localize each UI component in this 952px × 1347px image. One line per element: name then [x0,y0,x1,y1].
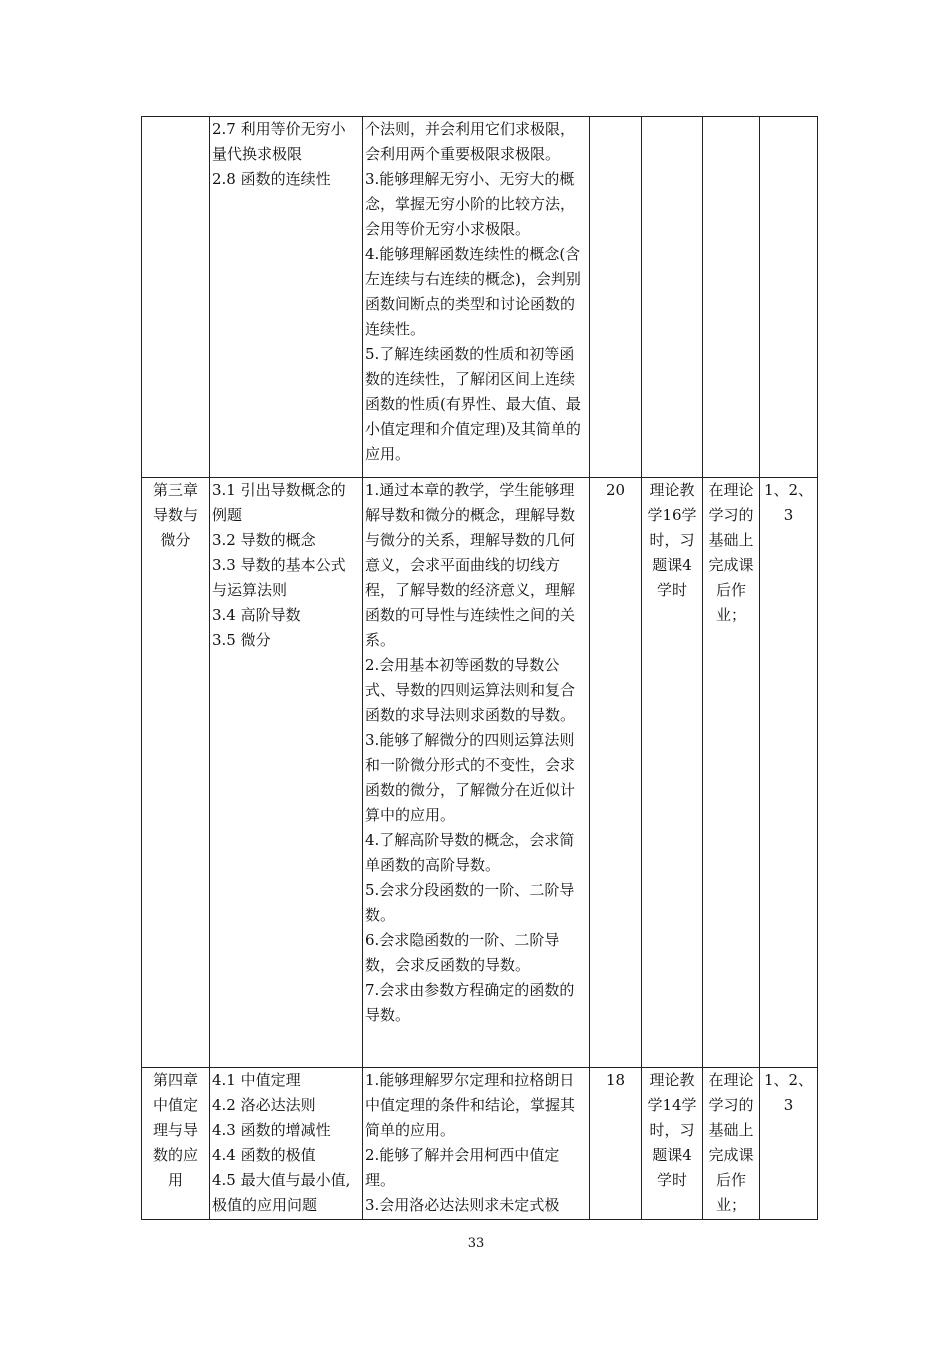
objectives-cell: 1、2、3 [760,1068,818,1220]
goals-cell: 1.通过本章的教学，学生能够理解导数和微分的概念，理解导数与微分的关系，理解导数的几何意义，会求平面曲线的切线方程，了解导数的经济意义，理解函数的可导性与连续性之间的关系。 2.会用基本初等函数的导数公式、导数的四则运算法则和复合函数的求导法则求函数的导数。 3.能够了解微分的四则运算法则和一阶微分形式的不变性，会求函数的微分，了解微分在近似计算中的应用。 4.了解高阶导数的概念，会求简单函数的高阶导数。 5.会求分段函数的一阶、二阶导数。 6.会求隐函数的一阶、二阶导数，会求反函数的导数。 7.会求由参数方程确定的函数的导数。 [363,478,590,1068]
chapter-cell: 第四章 中值定 理与导 数的应 用 [142,1068,210,1220]
hours-cell [590,117,642,478]
table-row [142,1068,818,1220]
topics-cell: 2.7 利用等价无穷小量代换求极限 2.8 函数的连续性 [210,117,363,478]
homework-cell: 在理论 学习的 基础上 完成课 后作 业； [703,478,760,1068]
chapter-cell: 第三章 导数与 微分 [142,478,210,1068]
table-row [142,117,818,478]
chapter-cell [142,117,210,478]
topics-cell: 3.1 引出导数概念的例题 3.2 导数的概念 3.3 导数的基本公式与运算法则 3.4 高阶导数 3.5 微分 [210,478,363,1068]
method-cell: 理论教 学14学 时，习 题课4 学时 [642,1068,703,1220]
table-row [142,478,818,1068]
goals-cell: 1.能够理解罗尔定理和拉格朗日中值定理的条件和结论，掌握其简单的应用。 2.能够了解并会用柯西中值定理。 3.会用洛必达法则求未定式极 [363,1068,590,1220]
homework-cell: 在理论 学习的 基础上 完成课 后作 业； [703,1068,760,1220]
hours-cell: 20 [590,478,642,1068]
method-cell [642,117,703,478]
homework-cell [703,117,760,478]
topics-cell: 4.1 中值定理 4.2 洛必达法则 4.3 函数的增减性 4.4 函数的极值 4.5 最大值与最小值,极值的应用问题 [210,1068,363,1220]
hours-cell: 18 [590,1068,642,1220]
page-number: 33 [467,1236,485,1251]
goals-cell: 个法则，并会利用它们求极限，会利用两个重要极限求极限。 3.能够理解无穷小、无穷大的概念，掌握无穷小阶的比较方法，会用等价无穷小求极限。 4.能够理解函数连续性的概念(含左连续与右连续的概念)，会判别函数间断点的类型和讨论函数的连续性。 5.了解连续函数的性质和初等函数的连续性，了解闭区间上连续函数的性质(有界性、最大值、最小值定理和介值定理)及其简单的应用。 [363,117,590,478]
objectives-cell: 1、2、3 [760,478,818,1068]
method-cell: 理论教 学16学 时，习 题课4 学时 [642,478,703,1068]
syllabus-table [141,116,818,1220]
objectives-cell [760,117,818,478]
